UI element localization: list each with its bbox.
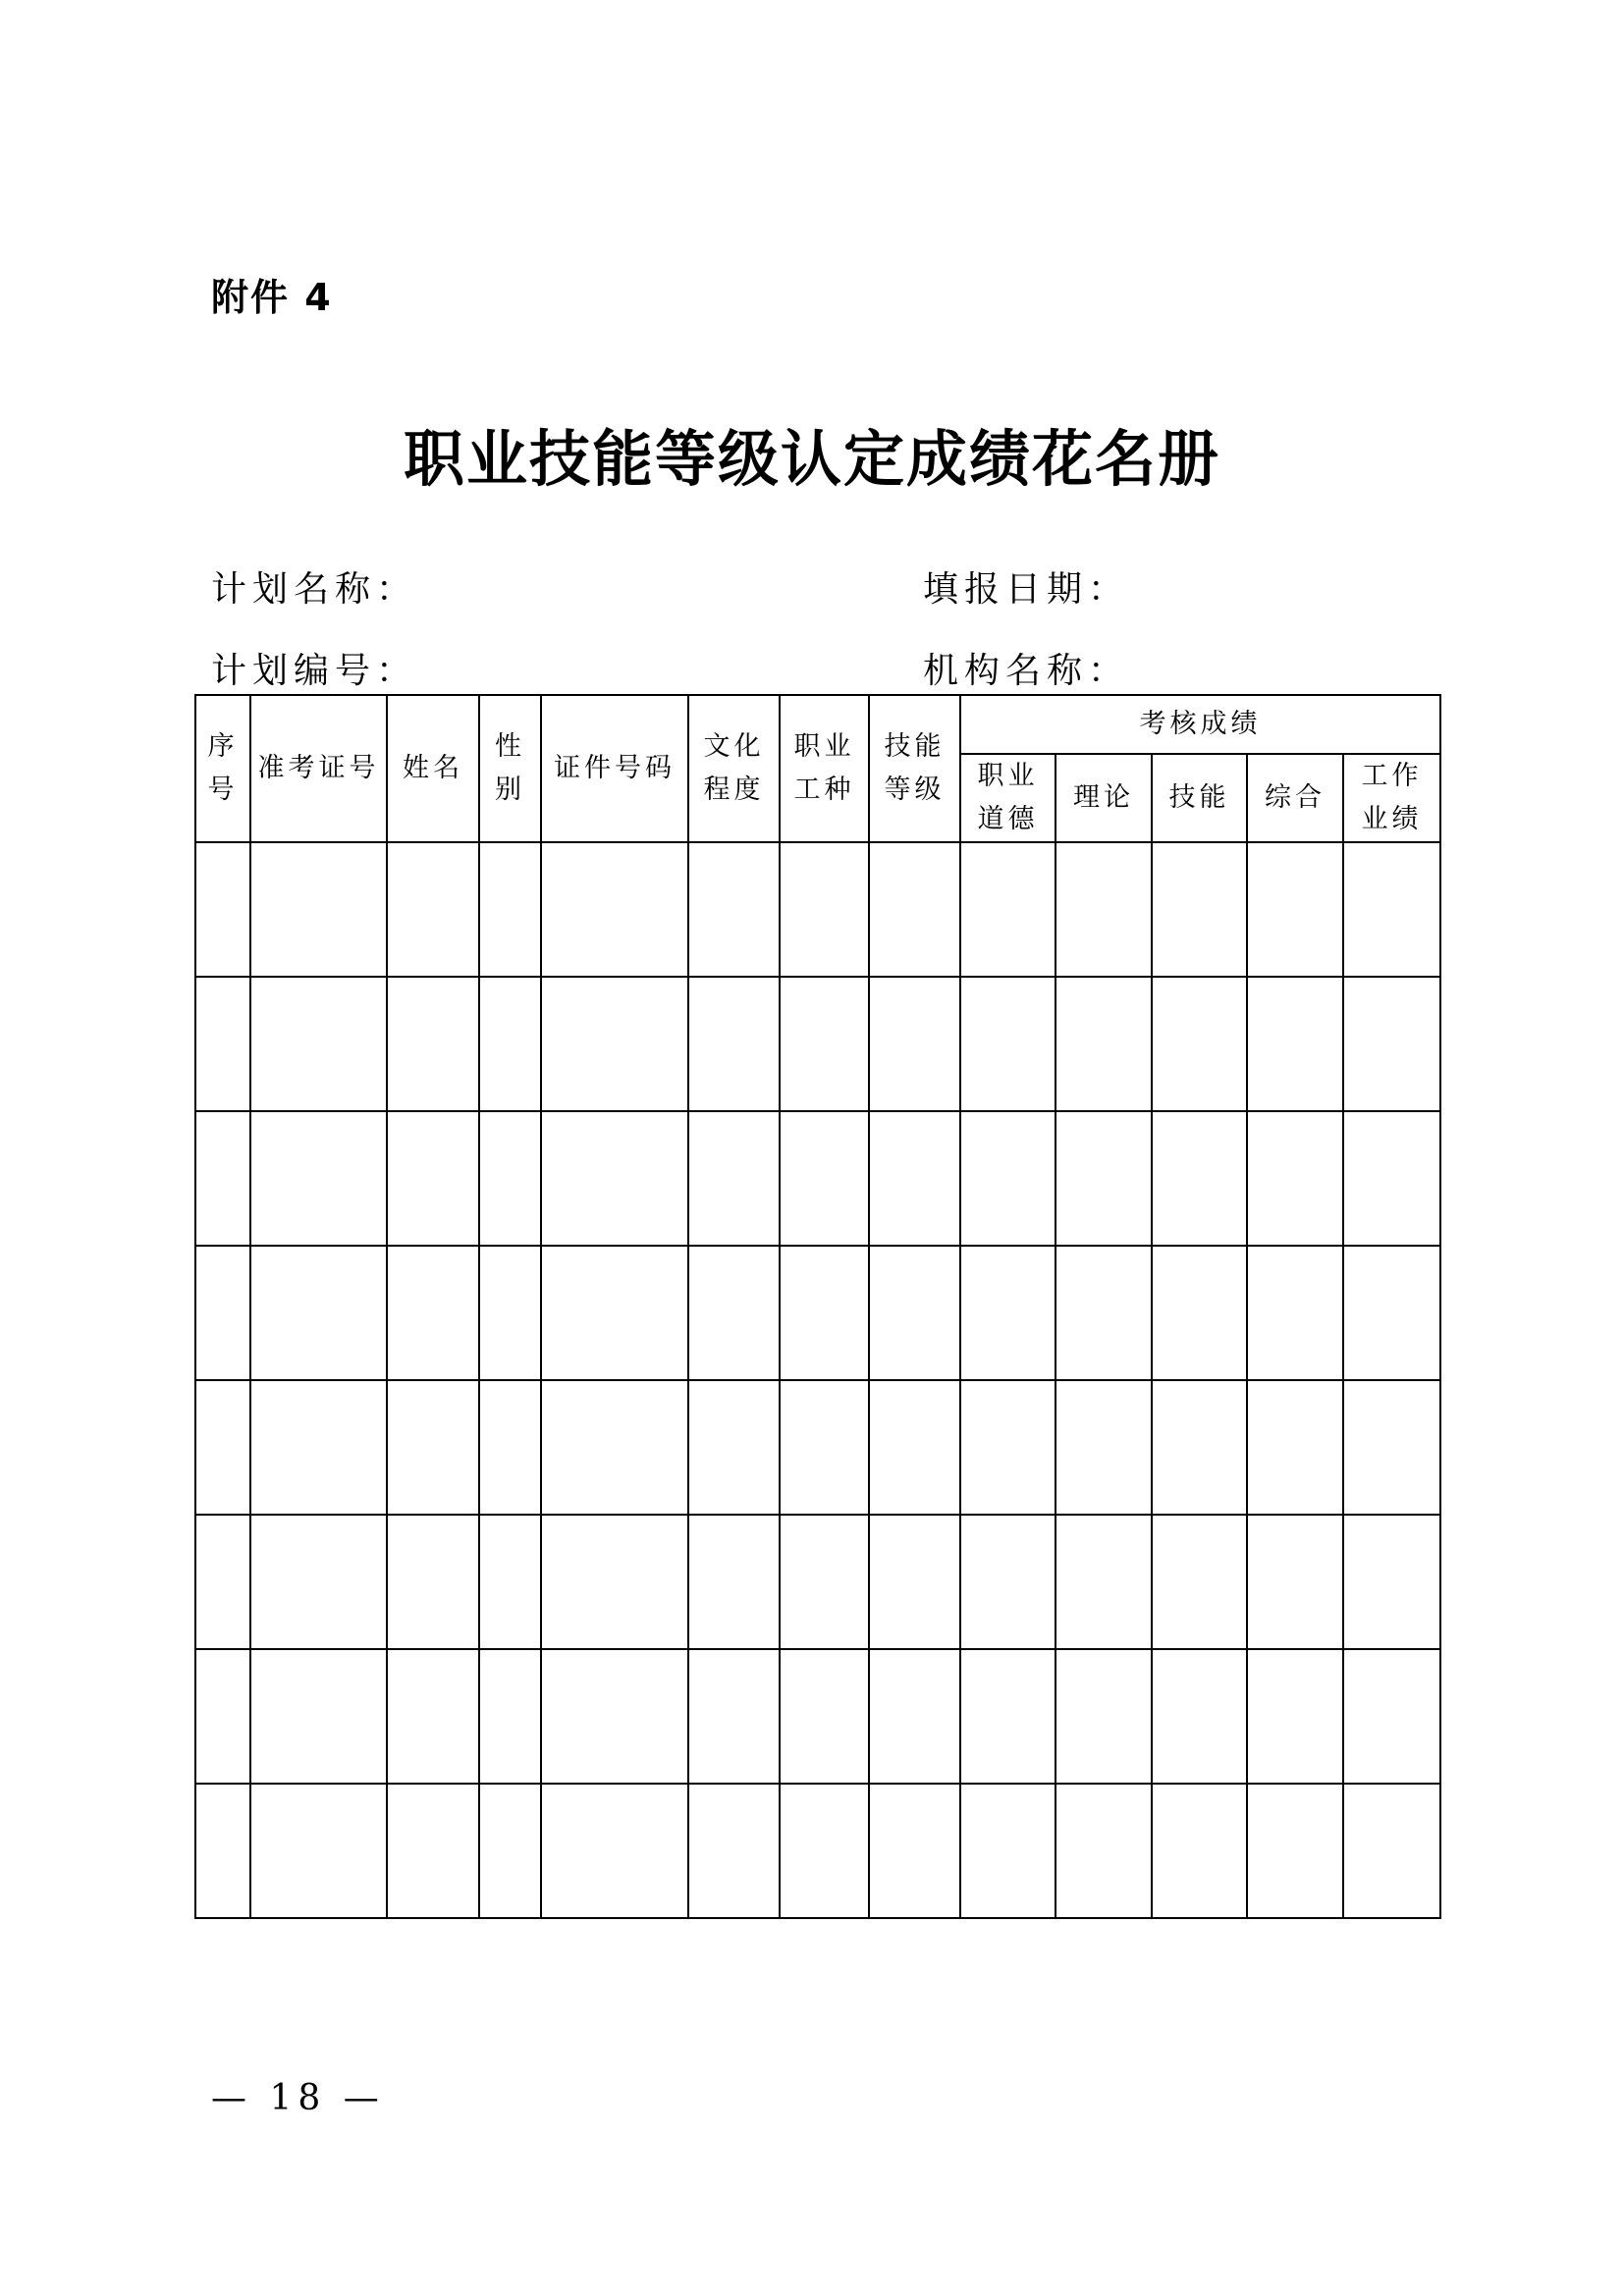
page-number: — 18 — [211, 2078, 385, 2118]
col-work-line1: 工作 [1361, 761, 1423, 791]
table-cell [387, 1380, 479, 1515]
table-row [195, 1380, 1440, 1515]
table-cell [1152, 1111, 1247, 1246]
table-cell [1343, 977, 1440, 1111]
table-cell [960, 1380, 1056, 1515]
col-assessment-group: 考核成绩 [960, 695, 1440, 754]
table-cell [250, 1515, 387, 1649]
table-row [195, 1246, 1440, 1380]
col-theory: 理论 [1056, 754, 1152, 842]
table-cell [780, 1246, 869, 1380]
table-cell [1343, 1246, 1440, 1380]
col-occupation [780, 695, 869, 842]
table-cell [1247, 1515, 1343, 1649]
col-overall: 综合 [1247, 754, 1343, 842]
table-cell [250, 842, 387, 977]
table-cell [195, 842, 250, 977]
table-row [195, 1111, 1440, 1246]
table-cell [541, 1246, 688, 1380]
table-row [195, 977, 1440, 1111]
col-name: 姓名 [387, 695, 479, 842]
table-cell [195, 1380, 250, 1515]
table-cell [1343, 1515, 1440, 1649]
table-cell [869, 1246, 960, 1380]
col-skill-level-line1: 技能 [884, 731, 946, 762]
attachment-label: 附件 4 [211, 276, 333, 319]
table-cell [1056, 1784, 1152, 1918]
col-work-line2: 业绩 [1361, 804, 1423, 834]
table-cell [1152, 1515, 1247, 1649]
col-work [1343, 754, 1440, 842]
table-cell [1247, 842, 1343, 977]
table-cell [479, 1380, 541, 1515]
table-cell [541, 1649, 688, 1784]
table-cell [869, 1784, 960, 1918]
table-cell [960, 1246, 1056, 1380]
table-cell [479, 1515, 541, 1649]
table-cell [1343, 1111, 1440, 1246]
table-cell [960, 977, 1056, 1111]
table-row [195, 842, 1440, 977]
col-ethics [960, 754, 1056, 842]
table-cell [1343, 1380, 1440, 1515]
table-cell [1056, 1246, 1152, 1380]
table-cell [250, 977, 387, 1111]
table-row [195, 1515, 1440, 1649]
table-cell [688, 1784, 780, 1918]
table-cell [960, 1649, 1056, 1784]
col-ethics-line2: 道德 [977, 804, 1039, 834]
table-cell [1152, 977, 1247, 1111]
table-cell [195, 977, 250, 1111]
table-cell [688, 977, 780, 1111]
table-cell [387, 1111, 479, 1246]
table-cell [250, 1649, 387, 1784]
table-cell [780, 1380, 869, 1515]
table-cell [869, 1649, 960, 1784]
plan-number-label: 计划编号： [211, 651, 418, 691]
table-cell [250, 1380, 387, 1515]
table-cell [688, 842, 780, 977]
col-id-number: 证件号码 [541, 695, 688, 842]
table-cell [387, 977, 479, 1111]
table-cell [960, 1784, 1056, 1918]
col-skill-level [869, 695, 960, 842]
table-cell [195, 1515, 250, 1649]
col-seq [195, 695, 250, 842]
table-cell [387, 1515, 479, 1649]
table-cell [1152, 1380, 1247, 1515]
table-cell [688, 1515, 780, 1649]
table-cell [869, 842, 960, 977]
table-body [195, 842, 1440, 1918]
table-cell [869, 1380, 960, 1515]
table-cell [1247, 1380, 1343, 1515]
table-cell [1343, 1649, 1440, 1784]
table-cell [195, 1784, 250, 1918]
col-gender-line2: 别 [495, 774, 525, 805]
table-cell [479, 1649, 541, 1784]
col-education [688, 695, 780, 842]
table-cell [688, 1380, 780, 1515]
table-cell [541, 1380, 688, 1515]
table-cell [387, 842, 479, 977]
table-cell [780, 977, 869, 1111]
col-occupation-line2: 工种 [793, 774, 855, 805]
table-cell [1152, 1649, 1247, 1784]
table-cell [541, 1515, 688, 1649]
page-title: 职业技能等级认定成绩花名册 [403, 423, 1220, 495]
table-cell [1247, 1111, 1343, 1246]
table-cell [479, 842, 541, 977]
col-gender [479, 695, 541, 842]
plan-name-label: 计划名称： [211, 569, 418, 610]
table-cell [479, 1246, 541, 1380]
col-skill: 技能 [1152, 754, 1247, 842]
table-cell [869, 1515, 960, 1649]
table-cell [1247, 1784, 1343, 1918]
table-cell [195, 1649, 250, 1784]
table-cell [869, 1111, 960, 1246]
col-education-line2: 程度 [703, 774, 765, 805]
table-cell [1152, 1784, 1247, 1918]
table-cell [541, 1111, 688, 1246]
fill-date-label: 填报日期： [923, 569, 1130, 610]
table-cell [869, 977, 960, 1111]
table-cell [780, 842, 869, 977]
table-cell [688, 1111, 780, 1246]
table-cell [195, 1111, 250, 1246]
table-cell [1343, 842, 1440, 977]
table-cell [250, 1111, 387, 1246]
table-cell [780, 1784, 869, 1918]
table-cell [1247, 1649, 1343, 1784]
col-ethics-line1: 职业 [977, 761, 1039, 791]
table-cell [1056, 842, 1152, 977]
table-header-row [195, 695, 1440, 754]
col-education-line1: 文化 [703, 731, 765, 762]
table-cell [479, 1111, 541, 1246]
table-cell [780, 1111, 869, 1246]
table-cell [387, 1246, 479, 1380]
table-row [195, 1784, 1440, 1918]
table-cell [1056, 977, 1152, 1111]
table-row [195, 1649, 1440, 1784]
table-cell [1247, 1246, 1343, 1380]
col-gender-line1: 性 [495, 731, 525, 762]
table-cell [541, 977, 688, 1111]
table-cell [387, 1784, 479, 1918]
table-cell [541, 842, 688, 977]
table-cell [960, 842, 1056, 977]
col-exam-id: 准考证号 [250, 695, 387, 842]
table-cell [1056, 1111, 1152, 1246]
table-cell [960, 1515, 1056, 1649]
table-cell [1152, 842, 1247, 977]
score-roster-table [194, 694, 1441, 1919]
table-cell [780, 1649, 869, 1784]
table-cell [479, 977, 541, 1111]
table-cell [250, 1246, 387, 1380]
table-cell [541, 1784, 688, 1918]
table-cell [1152, 1246, 1247, 1380]
table-cell [780, 1515, 869, 1649]
table-cell [1056, 1380, 1152, 1515]
table-cell [250, 1784, 387, 1918]
table-cell [688, 1649, 780, 1784]
table-cell [1056, 1649, 1152, 1784]
col-skill-level-line2: 等级 [884, 774, 946, 805]
table-cell [960, 1111, 1056, 1246]
table-cell [1247, 977, 1343, 1111]
col-occupation-line1: 职业 [793, 731, 855, 762]
table-cell [195, 1246, 250, 1380]
table-cell [1343, 1784, 1440, 1918]
table-cell [688, 1246, 780, 1380]
col-seq-line2: 号 [207, 774, 239, 805]
org-name-label: 机构名称： [923, 651, 1130, 691]
col-seq-line1: 序 [207, 731, 239, 762]
table-cell [1056, 1515, 1152, 1649]
table-cell [479, 1784, 541, 1918]
table-cell [387, 1649, 479, 1784]
